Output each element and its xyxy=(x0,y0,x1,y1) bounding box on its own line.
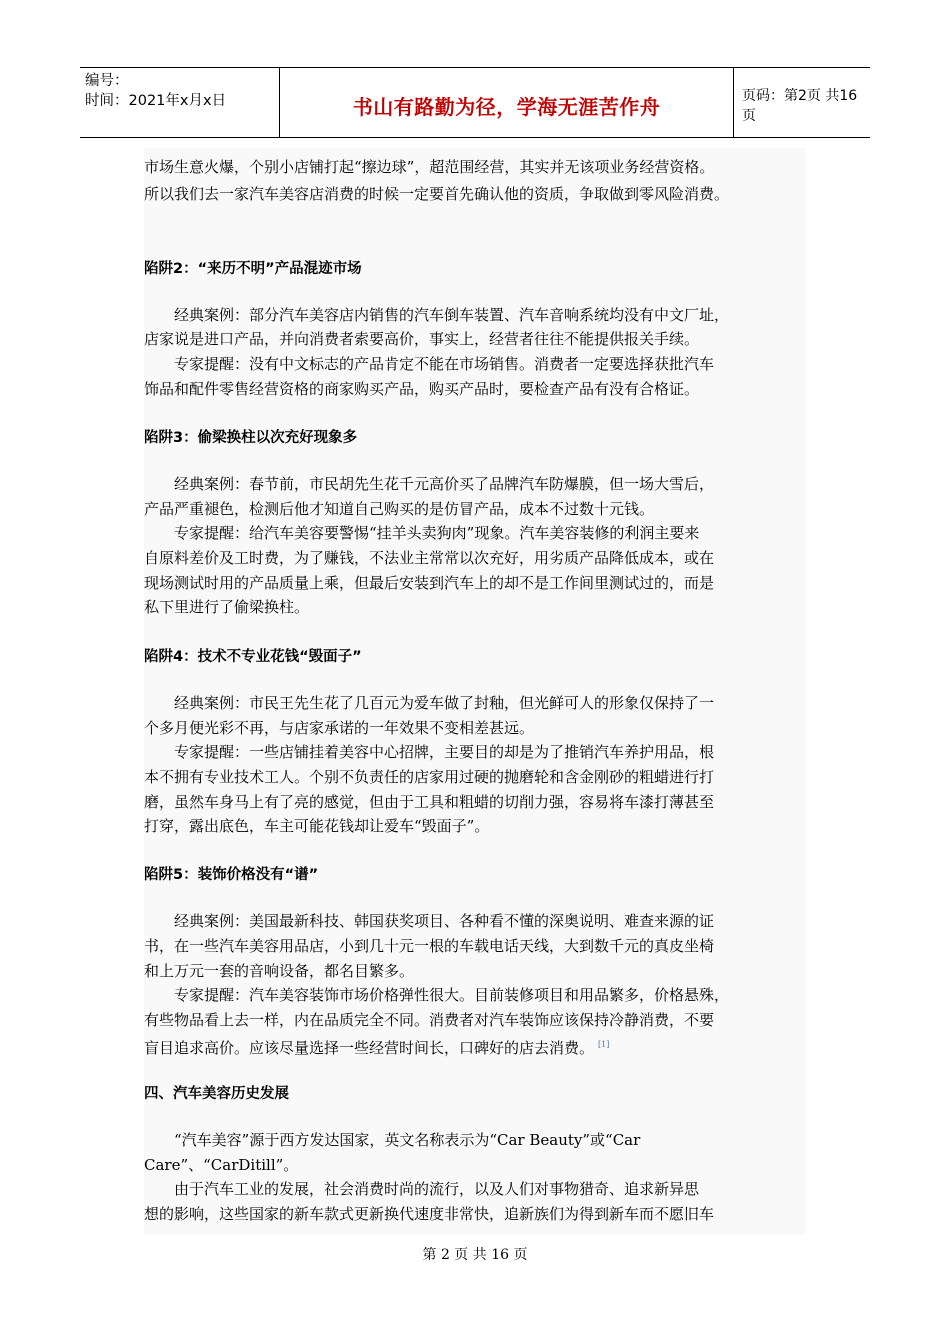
body-line: Care”、“CarDitill”。 xyxy=(144,1156,299,1174)
body-line: 和上万元一套的音响设备，都名目繁多。 xyxy=(144,962,415,980)
page-info: 页码：第2页 共16页 xyxy=(742,87,858,124)
header-motto: 书山有路勤为径，学海无涯苦作舟 xyxy=(352,95,661,119)
body-line: 书，在一些汽车美容用品店，小到几十元一根的车载电话天线，大到数千元的真皮坐椅 xyxy=(144,937,715,955)
body-line: 专家提醒：没有中文标志的产品肯定不能在市场销售。消费者一定要选择获批汽车 xyxy=(144,355,715,373)
body-line: 想的影响，这些国家的新车款式更新换代速度非常快，追新族们为得到新车而不愿旧车 xyxy=(144,1205,715,1223)
header-motto-cell xyxy=(280,68,734,137)
date-label: 时间：2021年x月x日 xyxy=(85,93,227,109)
body-line: 本不拥有专业技术工人。个别不负责任的店家用过硬的抛磨轮和含金刚砂的粗蜡进行打 xyxy=(144,768,715,786)
section-heading-trap-3: 陷阱3：偷梁换柱以次充好现象多 xyxy=(144,430,358,446)
body-line: 经典案例：部分汽车美容店内销售的汽车倒车装置、汽车音响系统均没有中文厂址， xyxy=(144,306,730,324)
page-header xyxy=(80,67,870,138)
header-meta xyxy=(80,68,280,137)
body-line: 私下里进行了偷梁换柱。 xyxy=(144,598,310,616)
doc-number-label: 编号： xyxy=(85,73,129,89)
body-line: “汽车美容”源于西方发达国家，英文名称表示为“Car Beauty”或“Car xyxy=(144,1131,641,1149)
body-line: 市场生意火爆，个别小店铺打起“擦边球”，超范围经营，其实并无该项业务经营资格。 xyxy=(144,158,715,176)
section-heading-trap-4: 陷阱4：技术不专业花钱“毁面子” xyxy=(144,649,362,665)
body-line: 经典案例：春节前，市民胡先生花千元高价买了品牌汽车防爆膜，但一场大雪后， xyxy=(144,475,715,493)
body-line: 自原料差价及工时费，为了赚钱，不法业主常常以次充好，用劣质产品降低成本，或在 xyxy=(144,549,715,567)
body-line: 专家提醒：给汽车美容要警惕“挂羊头卖狗肉”现象。汽车美容装修的利润主要来 xyxy=(144,524,700,542)
document-body xyxy=(144,148,806,1235)
section-heading-trap-5: 陷阱5：装饰价格没有“谱” xyxy=(144,867,319,883)
body-line: 所以我们去一家汽车美容店消费的时候一定要首先确认他的资质，争取做到零风险消费。 xyxy=(144,185,730,203)
body-line-with-ref xyxy=(144,1036,806,1057)
body-line: 由于汽车工业的发展，社会消费时尚的流行，以及人们对事物猎奇、追求新异思 xyxy=(144,1180,700,1198)
body-line: 经典案例：市民王先生花了几百元为爱车做了封釉，但光鲜可人的形象仅保持了一 xyxy=(144,694,715,712)
body-line: 专家提醒：汽车美容装饰市场价格弹性很大。目前装修项目和用品繁多，价格悬殊， xyxy=(144,986,730,1004)
body-line: 个多月便光彩不再，与店家承诺的一年效果不变相差甚远。 xyxy=(144,719,535,737)
body-line: 打穿，露出底色，车主可能花钱却让爱车“毁面子”。 xyxy=(144,817,490,835)
body-line: 有些物品看上去一样，内在品质完全不同。消费者对汽车装饰应该保持冷静消费，不要 xyxy=(144,1011,715,1029)
body-line: 现场测试时用的产品质量上乘，但最后安装到汽车上的却不是工作间里测试过的，而是 xyxy=(144,574,715,592)
body-line: 饰品和配件零售经营资格的商家购买产品，购买产品时，要检查产品有没有合格证。 xyxy=(144,380,700,398)
body-line: 经典案例：美国最新科技、韩国获奖项目、各种看不懂的深奥说明、难查来源的证 xyxy=(144,912,715,930)
page-footer: 第 2 页 共 16 页 xyxy=(422,1247,528,1263)
body-line-text: 盲目追求高价。应该尽量选择一些经营时间长，口碑好的店去消费。 xyxy=(144,1039,595,1057)
body-line: 磨，虽然车身马上有了亮的感觉，但由于工具和粗蜡的切削力强，容易将车漆打薄甚至 xyxy=(144,793,715,811)
body-line: 店家说是进口产品，并向消费者索要高价，事实上，经营者往往不能提供报关手续。 xyxy=(144,330,700,348)
body-line: 专家提醒：一些店铺挂着美容中心招牌，主要目的却是为了推销汽车养护用品，根 xyxy=(144,743,715,761)
section-heading-history: 四、汽车美容历史发展 xyxy=(144,1086,289,1102)
section-heading-trap-2: 陷阱2：“来历不明”产品混迹市场 xyxy=(144,261,362,277)
body-line: 产品严重褪色，检测后他才知道自己购买的是仿冒产品，成本不过数十元钱。 xyxy=(144,500,655,518)
reference-mark[interactable]: [1] xyxy=(598,1040,610,1049)
